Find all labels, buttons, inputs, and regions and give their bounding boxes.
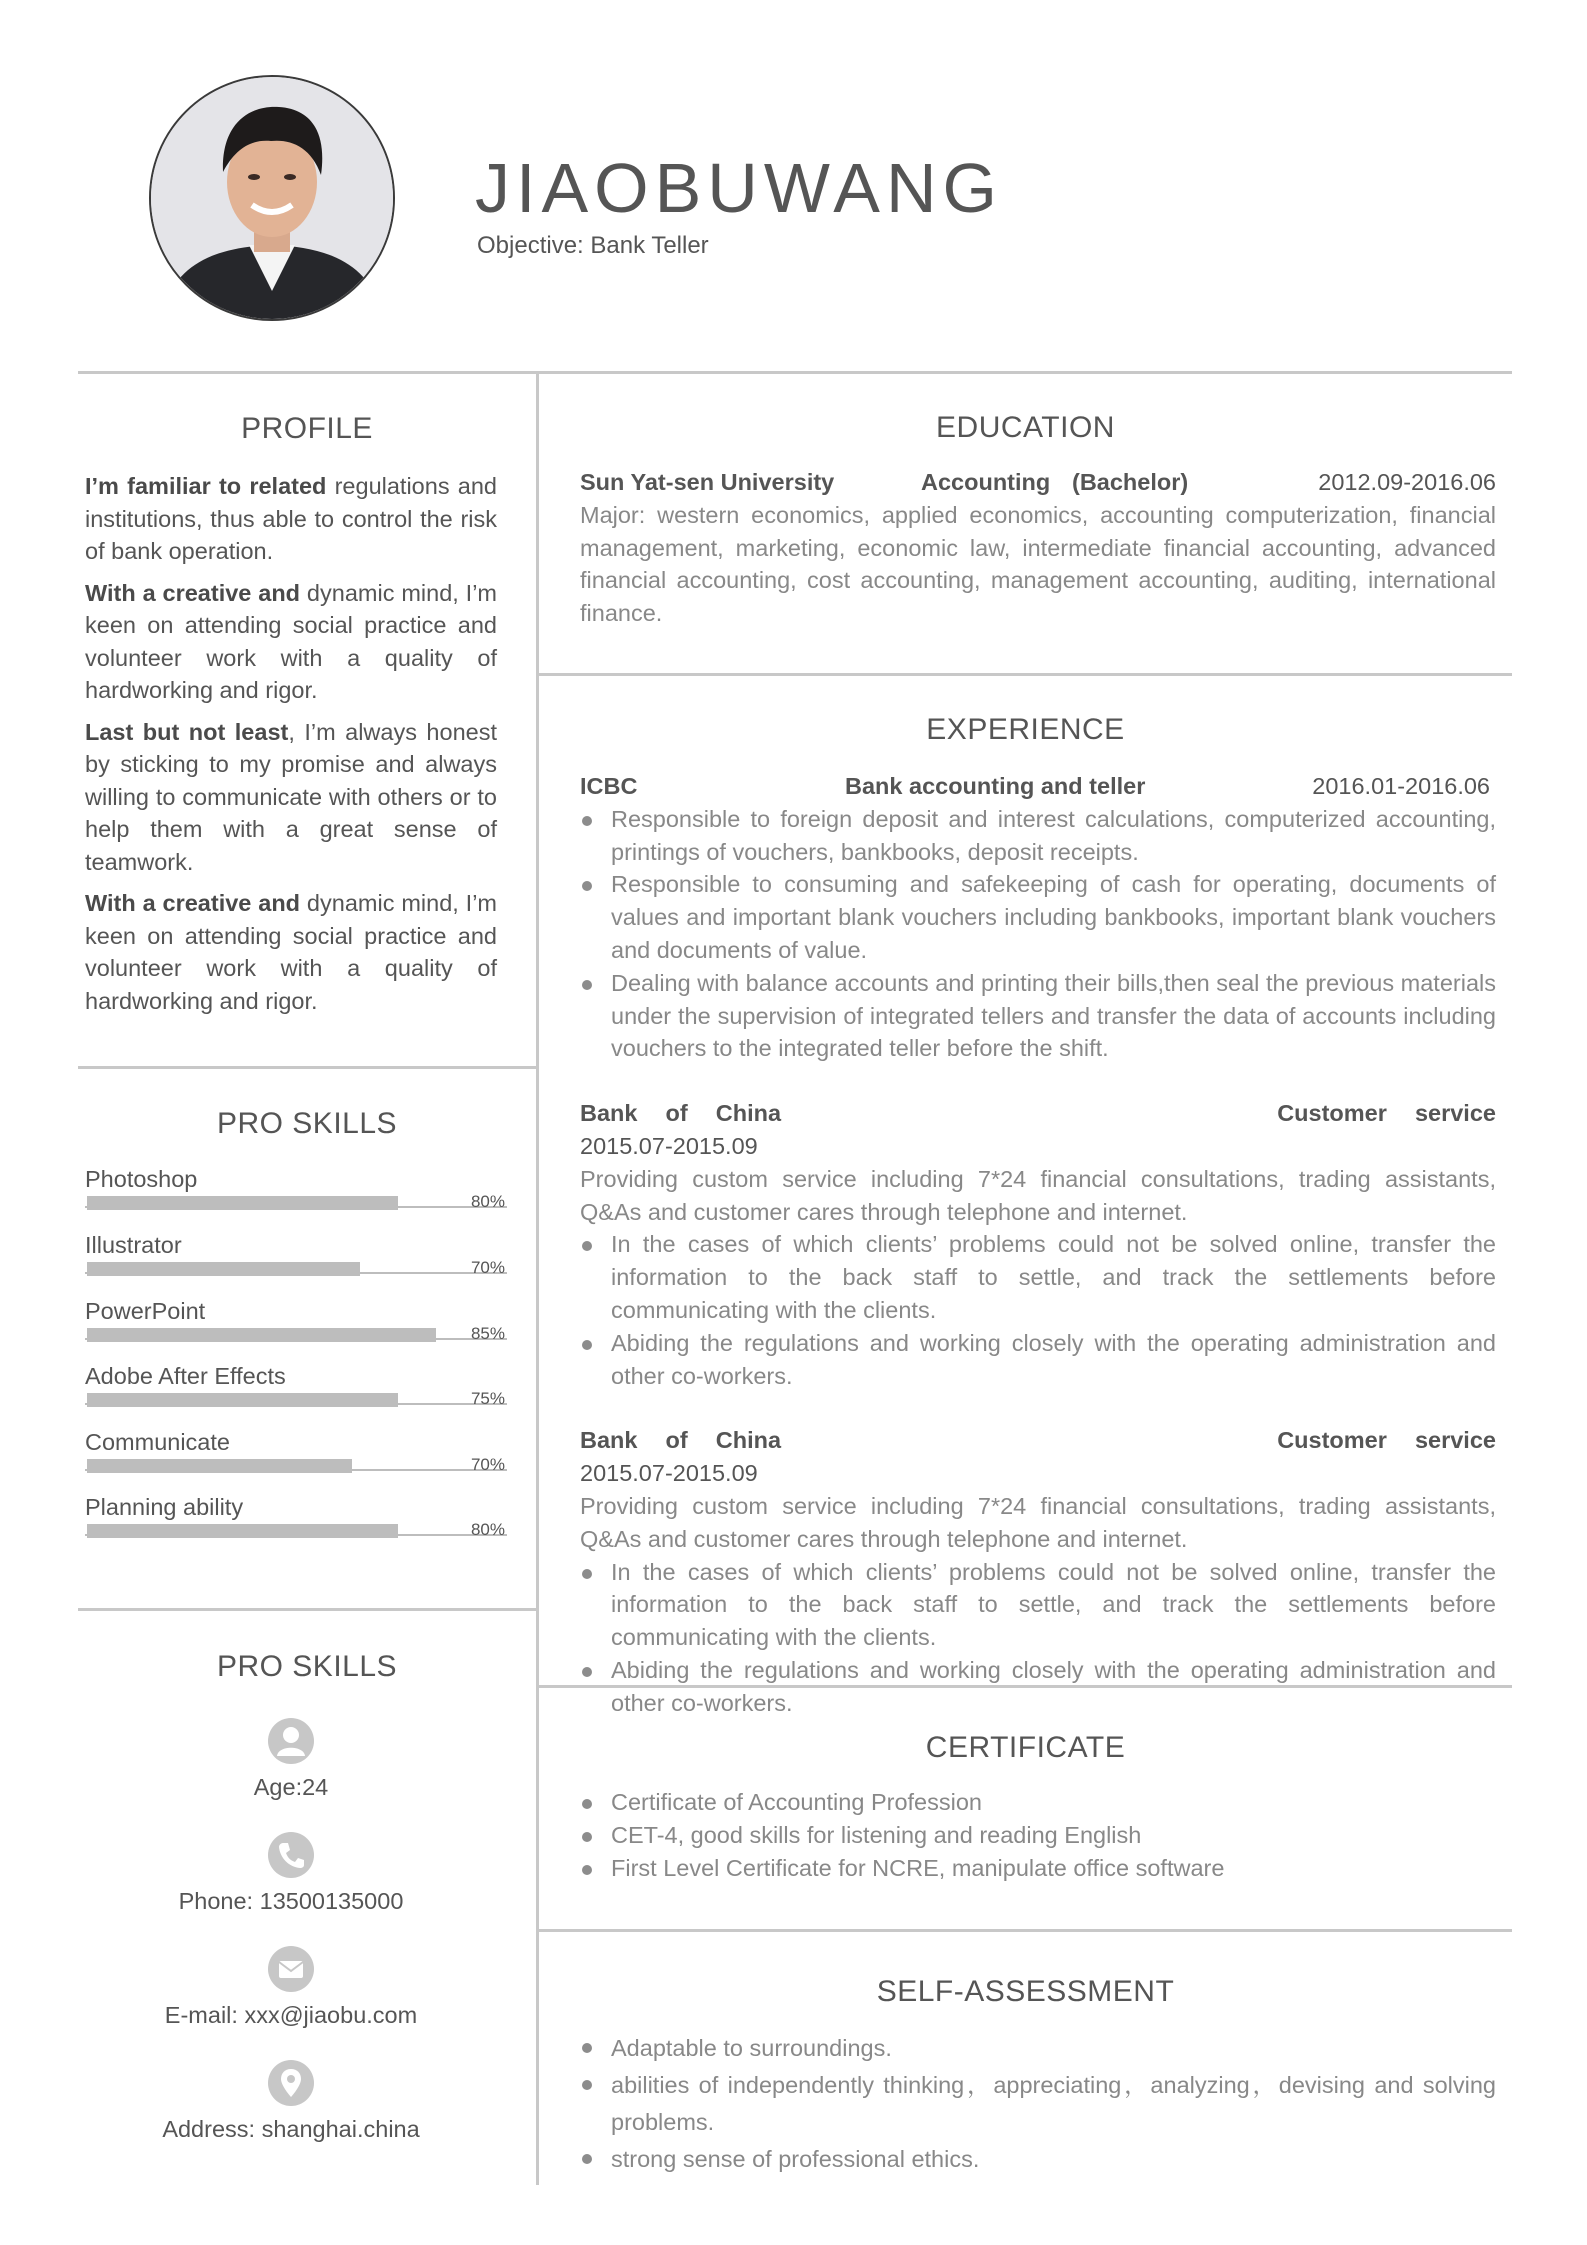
profile-photo (149, 75, 395, 321)
profile-paragraph: I’m familiar to related regulations and institutions, thus able to control the risk of bank operation. (85, 473, 497, 564)
contact-title: PRO SKILLS (216, 1650, 398, 1683)
education-dates: 2012.09-2016.06 (1318, 469, 1496, 495)
skills-title: PRO SKILLS (216, 1107, 398, 1140)
skill-name: Planning ability (85, 1494, 244, 1520)
left-divider-2 (78, 1608, 536, 1611)
job-bullet: Dealing with balance accounts and printing their bills,then seal the previous materials under the supervision of integrated tellers and transfer the data of accounts including vouchers to the integrated teller before the shift. (580, 967, 1496, 1065)
profile-title: PROFILE (241, 412, 373, 445)
certificate-item: Certificate of Accounting Profession (580, 1786, 1496, 1819)
job-role: Bank accounting and teller (845, 773, 1146, 799)
skill-percent: 70% (470, 1258, 505, 1277)
skill-percent: 80% (470, 1192, 505, 1211)
top-divider (78, 371, 1512, 374)
skill-name: PowerPoint (85, 1298, 206, 1324)
education-header (580, 466, 1496, 499)
skill-powerpoint (85, 1298, 507, 1364)
degree: (Bachelor) (1072, 469, 1189, 495)
job-header (580, 770, 1496, 803)
person-icon (268, 1718, 314, 1764)
skill-planning (85, 1494, 507, 1560)
school-name: Sun Yat-sen University (580, 469, 835, 495)
job-bullet: Responsible to consuming and safekeeping of cash for operating, documents of values and important blank vouchers including bankbooks, important blank vouchers and documents of value. (580, 868, 1496, 966)
education-title: EDUCATION (936, 411, 1115, 444)
experience-title: EXPERIENCE (926, 713, 1125, 746)
profile-text (85, 470, 497, 1026)
skill-name: Adobe After Effects (85, 1363, 286, 1389)
person-portrait (151, 77, 393, 319)
education-detail: Major: western economics, applied economics, accounting computerization, financial management, marketing, economic law, intermediate financial accounting, advanced financial accounting, cost accounting, management accounting, auditing, international finance. (580, 501, 1496, 627)
skill-after-effects (85, 1363, 507, 1429)
left-divider-1 (78, 1066, 536, 1069)
skill-percent: 75% (470, 1389, 505, 1408)
job-bullet: Responsible to foreign deposit and interest calculations, computerized accounting, printings of vouchers, bankbooks, deposit receipts. (580, 803, 1496, 869)
contact-email (85, 1946, 497, 2029)
job-bullet: Abiding the regulations and working closely with the operating administration and other co-workers. (580, 1327, 1496, 1393)
certificate-title: CERTIFICATE (925, 1731, 1126, 1764)
job-bullet: In the cases of which clients’ problems could not be solved online, transfer the information to the back staff to settle, and track the settlements before communicating with the clients. (580, 1228, 1496, 1326)
skill-bar (87, 1524, 398, 1538)
job-header: Bank of China Customer service (580, 1100, 1496, 1127)
education-section (580, 466, 1496, 630)
address-text: Address: shanghai.china (162, 2116, 420, 2142)
profile-paragraph: With a creative and dynamic mind, I’m keen on attending social practice and volunteer work with a quality of hardworking and rigor. (85, 579, 498, 703)
contact-phone (85, 1832, 497, 1915)
self-assessment-list (580, 2030, 1496, 2178)
skill-bar (87, 1459, 352, 1473)
skill-communicate (85, 1429, 507, 1495)
job-dates: 2015.07-2015.09 (580, 1460, 758, 1487)
skill-percent: 70% (470, 1455, 505, 1474)
contact-age (85, 1718, 497, 1801)
skill-name: Communicate (85, 1429, 230, 1455)
profile-paragraph: With a creative and dynamic mind, I’m keen on attending social practice and volunteer work with a quality of hardworking and rigor. (85, 890, 498, 1014)
self-assessment-item: abilities of independently thinking，appreciating，analyzing，devising and solving problems. (580, 2067, 1496, 2141)
self-assessment-item: strong sense of professional ethics. (580, 2141, 1496, 2178)
certificate-list (580, 1786, 1496, 1884)
job-bullet: In the cases of which clients’ problems could not be solved online, transfer the information to the back staff to settle, and track the settlements before communicating with the clients. (580, 1556, 1496, 1654)
email-text: E-mail: xxx@jiaobu.com (164, 2002, 418, 2028)
company-name: ICBC (580, 773, 638, 799)
experience-section (580, 770, 1496, 1720)
location-icon (268, 2060, 314, 2106)
self-assessment-item: Adaptable to surroundings. (580, 2030, 1496, 2067)
skill-bar (87, 1393, 398, 1407)
age-text: Age:24 (253, 1774, 329, 1800)
job-dates: 2015.07-2015.09 (580, 1132, 758, 1159)
skill-name: Illustrator (85, 1232, 182, 1258)
candidate-name: JIAOBUWANG (475, 149, 1003, 227)
job-header: Bank of China Customer service (580, 1427, 1496, 1454)
phone-icon (268, 1832, 314, 1878)
job-dates: 2016.01-2016.06 (1312, 773, 1490, 799)
skill-bar (87, 1328, 436, 1342)
skill-photoshop (85, 1166, 507, 1232)
major-name: Accounting (921, 469, 1051, 495)
skill-illustrator (85, 1232, 507, 1298)
job-bullet: Abiding the regulations and working closely with the operating administration and other co-workers. (580, 1654, 1496, 1720)
skill-percent: 80% (470, 1520, 505, 1539)
objective: Objective: Bank Teller (477, 232, 709, 259)
right-divider-3 (539, 1929, 1512, 1932)
skill-bar (87, 1196, 398, 1210)
phone-text: Phone: 13500135000 (178, 1888, 404, 1914)
right-divider-1 (539, 673, 1512, 676)
job-summary: Providing custom service including 7*24 financial consultations, trading assistants, Q&As and customer cares through telephone and internet. (580, 1492, 1496, 1552)
certificate-item: CET-4, good skills for listening and reading English (580, 1819, 1496, 1852)
contact-address (85, 2060, 497, 2143)
certificate-item: First Level Certificate for NCRE, manipulate office software (580, 1852, 1496, 1885)
column-divider (536, 373, 539, 2185)
job-summary: Providing custom service including 7*24 financial consultations, trading assistants, Q&As and customer cares through telephone and internet. (580, 1165, 1496, 1225)
profile-paragraph: Last but not least, I’m always honest by sticking to my promise and always willing to communicate with others or to help them with a great sense of teamwork. (85, 718, 497, 875)
skill-bar (87, 1262, 360, 1276)
mail-icon (268, 1946, 314, 1992)
self-assessment-title: SELF-ASSESSMENT (876, 1975, 1175, 2008)
skill-percent: 85% (470, 1324, 505, 1343)
skill-name: Photoshop (85, 1166, 198, 1192)
